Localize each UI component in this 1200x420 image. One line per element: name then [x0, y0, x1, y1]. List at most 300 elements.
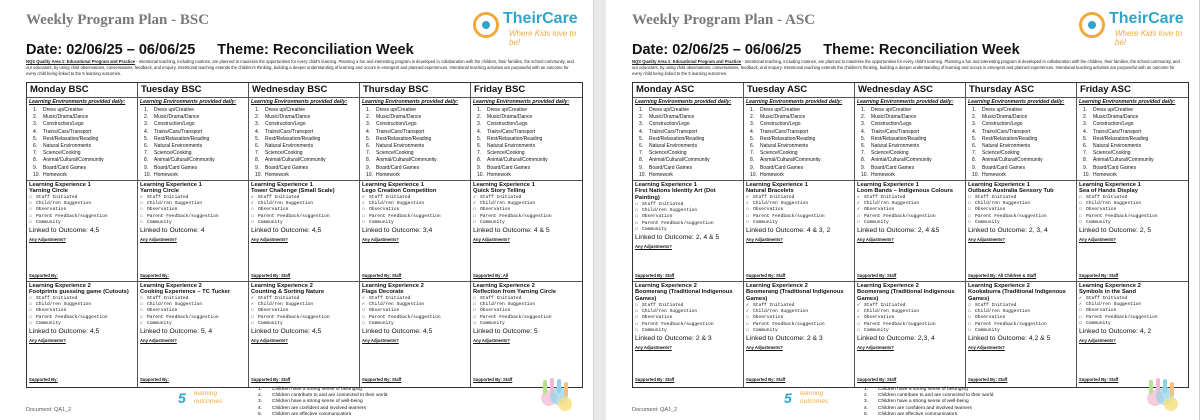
learning-experience-cell[interactable] — [966, 282, 1076, 385]
environment-number: 8. — [1083, 157, 1088, 164]
checkbox[interactable]: ✓ — [362, 201, 365, 207]
day-column — [744, 83, 855, 387]
initiation-option[interactable] — [140, 220, 246, 226]
environment-label: Homework — [1093, 171, 1117, 178]
environment-item — [750, 143, 852, 150]
checkbox[interactable]: ☐ — [635, 315, 638, 321]
checkbox[interactable]: ☐ — [1079, 314, 1082, 320]
learning-experience-cell[interactable] — [633, 282, 743, 385]
checkbox[interactable]: ☐ — [857, 327, 860, 333]
checkbox[interactable]: ☐ — [362, 314, 365, 320]
checkbox[interactable]: ☐ — [968, 219, 971, 225]
checkbox[interactable]: ☐ — [362, 320, 365, 326]
checkbox[interactable]: ☐ — [29, 207, 32, 213]
checkbox[interactable]: ☐ — [968, 321, 971, 327]
checkbox[interactable]: ✓ — [1079, 302, 1082, 308]
learning-experience-cell[interactable] — [1077, 181, 1188, 282]
initiation-label: Observation — [1086, 207, 1117, 213]
checkbox[interactable]: ☐ — [140, 314, 143, 320]
environments-heading: Learning Environments provided daily: — [635, 99, 732, 105]
linked-outcome: Linked to Outcome: 5, 4 — [140, 328, 213, 336]
checkbox[interactable]: ☐ — [635, 202, 638, 207]
checkbox[interactable]: ☐ — [29, 219, 32, 225]
learning-experience-cell[interactable] — [855, 282, 965, 385]
checkbox[interactable]: ☐ — [473, 308, 476, 314]
checkbox[interactable]: ☐ — [362, 219, 365, 225]
supported-by: Supported By: — [29, 377, 58, 382]
checkbox[interactable]: ☐ — [251, 219, 254, 225]
environment-item — [255, 107, 357, 114]
environment-item — [366, 129, 468, 136]
checkbox[interactable]: ☐ — [635, 303, 638, 308]
environments-cell — [471, 98, 582, 181]
checkbox[interactable]: ✓ — [251, 201, 254, 207]
initiation-option[interactable] — [857, 220, 963, 226]
linked-outcome: Linked to Outcome: 4 & 3, 2 — [746, 227, 831, 235]
learning-experience-cell[interactable] — [360, 282, 470, 385]
environment-number: 2. — [144, 114, 149, 121]
checkbox[interactable]: ☐ — [362, 213, 365, 219]
checkbox[interactable]: ☐ — [635, 321, 638, 327]
environment-number: 4. — [861, 128, 866, 135]
checkbox[interactable]: ☐ — [968, 309, 971, 315]
environment-item — [255, 121, 357, 128]
checkbox[interactable]: ☐ — [857, 213, 860, 219]
environment-label: Natural Environments — [43, 143, 92, 150]
initiation-label: Staff Initiated — [369, 195, 411, 200]
environment-label: Science/Cooking — [487, 150, 525, 157]
experience-name: Footprints guessing game (Cutouts) — [29, 289, 129, 295]
environment-label: Dress up/Creative — [487, 107, 528, 113]
checkbox[interactable]: ✓ — [746, 201, 749, 207]
environment-number: 10. — [861, 171, 868, 178]
page-asc — [606, 0, 1200, 420]
checkbox[interactable]: ☐ — [1079, 219, 1082, 225]
environment-number: 1. — [639, 107, 644, 113]
experience-name: Quick Story Telling — [473, 188, 526, 194]
environment-label: Homework — [871, 171, 895, 178]
environment-label: Music/Drama/Dance — [649, 114, 695, 121]
learning-experience-cell[interactable] — [360, 181, 470, 282]
environment-item — [972, 150, 1074, 157]
checkbox[interactable]: ☐ — [473, 296, 476, 301]
learning-experience-cell[interactable] — [744, 282, 854, 385]
day-column — [633, 83, 744, 387]
initiation-option[interactable] — [29, 220, 135, 226]
learning-experience-cell[interactable] — [249, 282, 359, 385]
experience-heading: Learning Experience 1 — [635, 182, 697, 188]
initiation-option[interactable] — [746, 328, 852, 334]
initiation-label: Child/ren Suggestion — [753, 201, 809, 207]
initiation-label: Observation — [1086, 308, 1117, 314]
initiation-option[interactable] — [251, 220, 357, 226]
initiation-option[interactable] — [857, 328, 963, 334]
checkbox[interactable]: ☐ — [140, 308, 143, 314]
environment-item — [255, 136, 357, 143]
day-header: Thursday ASC — [966, 83, 1076, 98]
checkbox[interactable]: ☐ — [140, 207, 143, 213]
environment-number: 3. — [972, 121, 977, 128]
initiation-option[interactable] — [473, 321, 580, 327]
five-outcomes-number: 5 — [178, 390, 186, 406]
initiation-label: Community — [369, 219, 394, 225]
linked-outcome: Linked to Outcome: 4, 2 — [1079, 328, 1152, 336]
experience-heading: Learning Experience 1 — [362, 182, 424, 188]
checkbox[interactable]: ☐ — [746, 321, 749, 327]
initiation-label: Parent Feedback/suggestion — [864, 321, 936, 327]
linked-outcome: Linked to Outcome: 4 & 5 — [473, 227, 550, 235]
initiation-label: Observation — [753, 315, 784, 321]
environment-number: 7. — [750, 150, 755, 157]
supported-by: Supported By: Staff — [473, 377, 513, 382]
initiation-option[interactable] — [362, 321, 468, 327]
initiation-label: Parent Feedback/suggestion — [369, 213, 441, 219]
initiation-label: Parent Feedback/suggestion — [1086, 213, 1158, 219]
checkbox[interactable]: ☐ — [362, 207, 365, 213]
initiation-option[interactable] — [746, 220, 852, 226]
day-column — [855, 83, 966, 387]
environment-label: Board/Card Games — [1093, 164, 1137, 171]
environments-heading: Learning Environments provided daily: — [968, 99, 1065, 105]
environment-number: 5. — [1083, 135, 1088, 142]
checkbox[interactable]: ☐ — [29, 213, 32, 219]
checkbox[interactable]: ☐ — [1079, 195, 1082, 200]
checkbox[interactable]: ✓ — [746, 195, 749, 200]
environment-item — [33, 136, 135, 143]
checkbox[interactable]: ☐ — [251, 213, 254, 219]
environment-number: 6. — [144, 143, 149, 150]
initiation-option[interactable] — [968, 328, 1074, 334]
checkbox[interactable]: ☐ — [968, 327, 971, 333]
supported-by: Supported By: Staff — [251, 377, 291, 382]
environment-label: Natural Environments — [982, 143, 1031, 150]
environment-item — [255, 129, 357, 136]
checkbox[interactable]: ☐ — [140, 219, 143, 225]
environments-cell — [855, 98, 965, 181]
initiation-label: Community — [36, 320, 61, 326]
checkbox[interactable]: ☐ — [140, 201, 143, 207]
outcomes-word: outcomes — [194, 398, 223, 405]
environment-item — [639, 136, 741, 143]
initiation-label: Observation — [147, 207, 178, 213]
learning-experience-cell[interactable] — [966, 181, 1076, 282]
checkbox[interactable]: ☐ — [1079, 320, 1082, 326]
learning-experience-cell[interactable] — [471, 181, 582, 282]
checkbox[interactable]: ☐ — [473, 302, 476, 308]
learning-experience-cell[interactable] — [249, 181, 359, 282]
initiation-label: Staff Initiated — [753, 303, 795, 308]
environment-item — [33, 172, 135, 179]
checkbox[interactable]: ☐ — [29, 314, 32, 320]
checkbox[interactable]: ☐ — [635, 220, 638, 226]
adjustments-label: Any Adjustments? — [251, 338, 288, 344]
checkbox[interactable]: ☐ — [746, 219, 749, 225]
outcome-number: 2. — [864, 393, 869, 399]
initiation-option[interactable] — [362, 220, 468, 226]
checkbox[interactable]: ☐ — [251, 320, 254, 326]
initiation-label: Staff Initiated — [369, 296, 411, 301]
checkbox[interactable]: ☐ — [29, 320, 32, 326]
nqs-body: - Intentional teaching, including routines, are planned to maximise the opportunities for every child's learning. Planning a fun and interesting program is developed in collaboration with the children, their families, the school community, and our educators, by using child observations, conversations, feedback, and enquiry. Intentional teaching extends the children's thinking, building a deeper understanding of learning and occurs in emergent and planned experiences. Intentional teaching activities are purposeful with an outcome for every child being linked to the 5 learning outcomes. — [632, 59, 1180, 76]
initiation-label: Parent Feedback/suggestion — [975, 213, 1047, 219]
checkbox[interactable]: ☐ — [473, 219, 476, 225]
outcome-text: Children are effective communicators — [272, 411, 352, 417]
experience-heading: Learning Experience 2 — [140, 283, 202, 289]
checkbox[interactable]: ☐ — [140, 296, 143, 301]
environment-label: Music/Drama/Dance — [487, 114, 533, 121]
environment-item — [144, 172, 246, 179]
checkbox[interactable]: ☐ — [857, 321, 860, 327]
experience-heading: Learning Experience 1 — [251, 182, 313, 188]
checkbox[interactable]: ✓ — [746, 303, 749, 308]
linked-outcome: Linked to Outcome: 2,3, 4 — [857, 335, 935, 343]
environment-item — [477, 107, 580, 114]
environment-label: Music/Drama/Dance — [760, 114, 806, 121]
environment-item — [639, 172, 741, 179]
checkbox[interactable]: ✓ — [1079, 296, 1082, 301]
environment-item — [1083, 150, 1186, 157]
environment-number: 4. — [1083, 128, 1088, 135]
checkbox[interactable]: ☐ — [251, 308, 254, 314]
nqs-heading: NQS Quality Area 1: Educational Program and Practice — [26, 59, 135, 64]
environment-label: Construction/Lego — [154, 121, 195, 128]
initiation-option[interactable] — [1079, 321, 1186, 327]
checkbox[interactable]: ☐ — [251, 207, 254, 213]
checkbox[interactable]: ✓ — [857, 201, 860, 207]
environment-label: Trains/Cars/Transport — [154, 128, 203, 135]
linked-outcome: Linked to Outcome: 4,5 — [251, 227, 322, 235]
initiation-label: Community — [480, 219, 505, 225]
outcome-text: Children have a strong sense of well-being — [272, 399, 363, 405]
experience-name: Boomerang (Traditional Indigenous Games) — [635, 289, 733, 302]
initiation-option[interactable] — [635, 227, 741, 233]
initiation-option[interactable] — [473, 220, 580, 226]
checkbox[interactable]: ☐ — [29, 302, 32, 308]
adjustments-label: Any Adjustments? — [473, 237, 510, 243]
initiation-label: Staff Initiated — [642, 303, 684, 308]
day-header: Friday BSC — [471, 83, 582, 98]
environment-number: 2. — [366, 114, 371, 121]
checkbox[interactable]: ✓ — [140, 195, 143, 200]
environment-number: 10. — [255, 171, 262, 178]
environment-label: Board/Card Games — [487, 164, 531, 171]
environment-item — [972, 136, 1074, 143]
learning-experience-cell[interactable] — [855, 181, 965, 282]
initiation-label: Parent Feedback/suggestion — [753, 321, 825, 327]
checkbox[interactable]: ☐ — [29, 296, 32, 301]
checkbox[interactable]: ✓ — [746, 309, 749, 315]
environment-number: 7. — [33, 150, 38, 157]
checkbox[interactable]: ✓ — [362, 296, 365, 301]
environment-number: 8. — [144, 157, 149, 164]
checkbox[interactable]: ✓ — [251, 296, 254, 301]
adjustments-label: Any Adjustments? — [251, 237, 288, 243]
checkbox[interactable]: ☐ — [140, 302, 143, 308]
linked-outcome: Linked to Outcome: 4 — [140, 227, 205, 235]
checkbox[interactable]: ✓ — [857, 315, 860, 321]
linked-outcome: Linked to Outcome: 2, 4 &5 — [857, 227, 940, 235]
initiation-option[interactable] — [29, 321, 135, 327]
checkbox[interactable]: ☐ — [29, 201, 32, 207]
checkbox[interactable]: ☐ — [635, 309, 638, 315]
environments-cell — [138, 98, 248, 181]
checkbox[interactable]: ☐ — [746, 315, 749, 321]
environments-list — [473, 107, 580, 179]
environments-heading: Learning Environments provided daily: — [746, 99, 843, 105]
environment-number: 7. — [144, 150, 149, 157]
checkbox[interactable]: ☐ — [473, 314, 476, 320]
environment-label: Rest/Relaxation/Reading — [265, 135, 321, 142]
environment-label: Construction/Lego — [760, 121, 801, 128]
checkbox[interactable]: ☐ — [635, 208, 638, 214]
initiation-option[interactable] — [968, 220, 1074, 226]
checkbox[interactable]: ☐ — [140, 213, 143, 219]
environment-number: 4. — [477, 128, 482, 135]
supported-by: Supported By: Staff — [251, 273, 291, 278]
outcomes-list — [258, 387, 387, 418]
learning-experience-cell[interactable] — [138, 282, 248, 385]
experience-heading: Learning Experience 2 — [857, 283, 919, 289]
environment-number: 1. — [861, 107, 866, 113]
checkbox[interactable]: ✓ — [857, 195, 860, 200]
checkbox[interactable]: ☐ — [857, 219, 860, 225]
environment-number: 5. — [255, 135, 260, 142]
initiation-label: Staff Initiated — [1086, 296, 1128, 301]
learning-experience-cell[interactable] — [27, 181, 137, 282]
environment-number: 1. — [1083, 107, 1088, 113]
initiation-label: Child/ren Suggestion — [975, 309, 1031, 315]
initiation-option[interactable] — [635, 328, 741, 334]
outcome-text: Children have a strong sense of well-being — [878, 399, 969, 405]
date-text[interactable]: Date: 02/06/25 – 06/06/25 — [26, 42, 196, 58]
environment-label: Dress up/Creative — [649, 107, 690, 113]
date-theme-line — [632, 42, 1020, 58]
learning-experience-cell[interactable] — [633, 181, 743, 282]
initiation-label: Child/ren Suggestion — [642, 208, 698, 214]
learning-experience-cell[interactable] — [1077, 282, 1188, 385]
learning-experience-cell[interactable] — [744, 181, 854, 282]
adjustments-label: Any Adjustments? — [968, 345, 1005, 351]
environment-item — [1083, 136, 1186, 143]
environment-number: 8. — [366, 157, 371, 164]
environments-heading: Learning Environments provided daily: — [362, 99, 459, 105]
experience-heading: Learning Experience 1 — [746, 182, 808, 188]
experience-heading: Learning Experience 2 — [362, 283, 424, 289]
checkbox[interactable]: ☐ — [746, 207, 749, 213]
environment-label: Rest/Relaxation/Reading — [982, 135, 1038, 142]
checkbox[interactable]: ☐ — [1079, 213, 1082, 219]
checkbox[interactable]: ☐ — [1079, 308, 1082, 314]
checkbox[interactable]: ☐ — [140, 320, 143, 326]
adjustments-label: Any Adjustments? — [1079, 237, 1116, 243]
environment-item — [477, 157, 580, 164]
checkbox[interactable]: ☐ — [746, 213, 749, 219]
initiation-label: Child/ren Suggestion — [480, 201, 536, 207]
learning-experience-cell[interactable] — [471, 282, 582, 385]
initiation-label: Observation — [864, 315, 895, 321]
environment-item — [255, 157, 357, 164]
environment-item — [366, 165, 468, 172]
initiation-option[interactable] — [140, 321, 246, 327]
theme-text: Theme: Reconciliation Week — [823, 42, 1020, 58]
environment-label: Rest/Relaxation/Reading — [376, 135, 432, 142]
initiation-label: Staff Initiated — [864, 195, 906, 200]
checkbox[interactable]: ☐ — [1079, 207, 1082, 213]
checkbox[interactable]: ✓ — [362, 195, 365, 200]
experience-name: Yarning Circle — [140, 188, 179, 194]
learning-experience-cell[interactable] — [138, 181, 248, 282]
initiation-label: Observation — [642, 214, 673, 220]
checkbox[interactable]: ✓ — [251, 302, 254, 308]
initiation-label: Observation — [975, 207, 1006, 213]
learning-experience-cell[interactable] — [27, 282, 137, 385]
environment-number: 9. — [366, 164, 371, 171]
checkbox[interactable]: ✓ — [857, 207, 860, 213]
page-footer — [0, 388, 594, 420]
checkbox[interactable]: ☐ — [635, 214, 638, 220]
checkbox[interactable]: ☐ — [968, 315, 971, 321]
checkbox[interactable]: ✓ — [473, 195, 476, 200]
checkbox[interactable]: ☐ — [635, 226, 638, 232]
checkbox[interactable]: ☐ — [635, 327, 638, 333]
checkbox[interactable]: ✓ — [473, 201, 476, 207]
linked-outcome: Linked to Outcome: 4,5 — [29, 328, 100, 336]
checkbox[interactable]: ☐ — [473, 320, 476, 326]
environment-number: 6. — [861, 143, 866, 150]
checkbox[interactable]: ✓ — [251, 195, 254, 200]
initiation-label: Community — [642, 226, 667, 232]
environment-item — [144, 129, 246, 136]
checkbox[interactable]: ☐ — [968, 213, 971, 219]
checkbox[interactable]: ☐ — [473, 213, 476, 219]
initiation-label: Child/ren Suggestion — [975, 201, 1031, 207]
environment-label: Rest/Relaxation/Reading — [154, 135, 210, 142]
initiation-label: Staff Initiated — [258, 195, 300, 200]
checkbox[interactable]: ☐ — [968, 201, 971, 207]
initiation-option[interactable] — [1079, 220, 1186, 226]
checkbox[interactable]: ☐ — [968, 207, 971, 213]
outcome-text: Children have a strong sense of belonging — [272, 387, 362, 392]
checkbox[interactable]: ☐ — [968, 303, 971, 308]
environment-number: 2. — [255, 114, 260, 121]
checkbox[interactable]: ☐ — [1079, 201, 1082, 207]
environment-number: 4. — [255, 128, 260, 135]
environment-number: 10. — [477, 171, 484, 178]
checkbox[interactable]: ☐ — [29, 308, 32, 314]
checkbox[interactable]: ✓ — [857, 309, 860, 315]
checkbox[interactable]: ☐ — [251, 314, 254, 320]
adjustments-label: Any Adjustments? — [473, 338, 510, 344]
checkbox[interactable]: ☐ — [968, 195, 971, 200]
checkbox[interactable]: ✓ — [857, 303, 860, 308]
environment-number: 6. — [33, 143, 38, 150]
checkbox[interactable]: ☐ — [746, 327, 749, 333]
initiation-label: Community — [258, 320, 283, 326]
environment-number: 4. — [750, 128, 755, 135]
checkbox[interactable]: ☐ — [473, 207, 476, 213]
initiation-label: Community — [1086, 219, 1111, 225]
checkbox[interactable]: ☐ — [362, 308, 365, 314]
initiation-label: Parent Feedback/suggestion — [1086, 314, 1158, 320]
environment-label: Homework — [265, 171, 289, 178]
checkbox[interactable]: ☐ — [29, 195, 32, 200]
initiation-option[interactable] — [251, 321, 357, 327]
date-text[interactable]: Date: 02/06/25 – 06/06/25 — [632, 42, 802, 58]
environment-item — [972, 107, 1074, 114]
environment-number: 1. — [750, 107, 755, 113]
linked-outcome: Linked to Outcome: 4,2 & 5 — [968, 335, 1051, 343]
checkbox[interactable]: ✓ — [362, 302, 365, 308]
